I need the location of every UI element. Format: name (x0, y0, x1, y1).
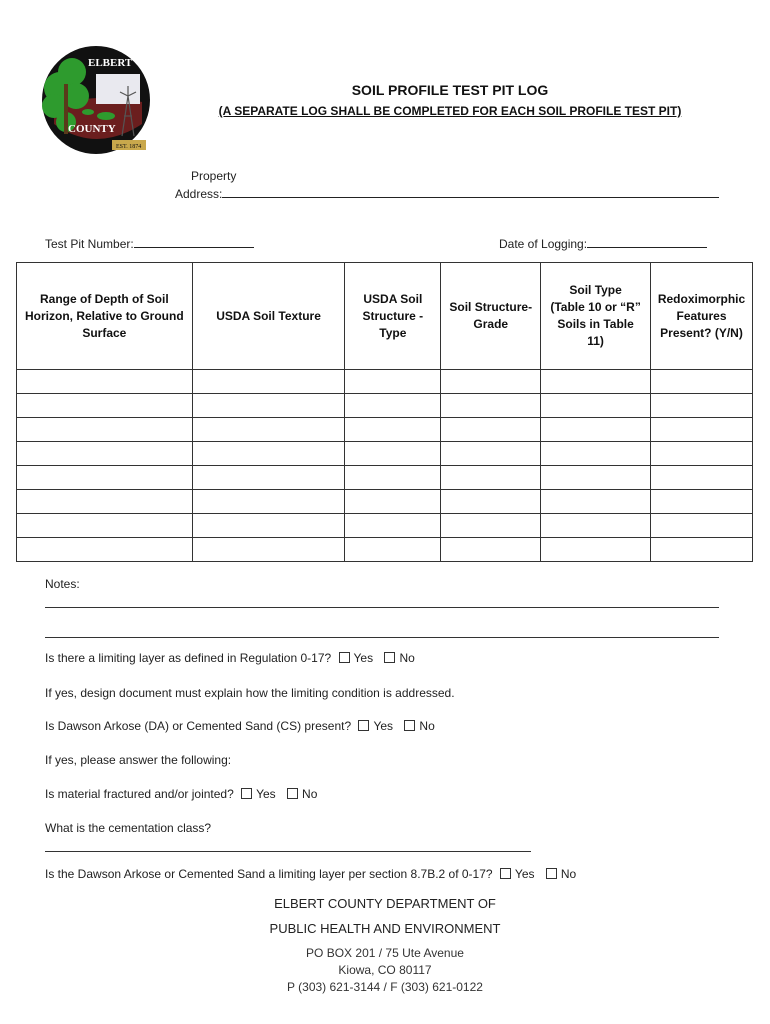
table-cell[interactable] (17, 370, 193, 394)
question-fractured (45, 787, 317, 801)
cementation-class-field[interactable] (45, 841, 531, 852)
table-cell[interactable] (192, 466, 345, 490)
q5-yes-checkbox[interactable] (500, 868, 511, 879)
table-row (17, 514, 753, 538)
footer-dept-line2: PUBLIC HEALTH AND ENVIRONMENT (269, 921, 501, 936)
q1-yes-checkbox[interactable] (339, 652, 350, 663)
table-cell[interactable] (192, 442, 345, 466)
table-cell[interactable] (345, 418, 441, 442)
column-header-line: USDA Soil Texture (216, 308, 321, 323)
q2-no-label: No (419, 719, 435, 733)
test-pit-row (45, 236, 254, 251)
elbert-county-logo (36, 44, 154, 156)
test-pit-number-field[interactable] (134, 236, 254, 248)
table-cell[interactable] (651, 490, 753, 514)
table-cell[interactable] (192, 370, 345, 394)
property-label-line1: Property (191, 169, 237, 183)
table-cell[interactable] (192, 514, 345, 538)
table-cell[interactable] (541, 442, 651, 466)
table-cell[interactable] (441, 538, 541, 562)
column-header-line: Grade (473, 317, 509, 331)
table-cell[interactable] (345, 490, 441, 514)
table-cell[interactable] (345, 466, 441, 490)
q3-no-checkbox[interactable] (287, 788, 298, 799)
q5-text: Is the Dawson Arkose or Cemented Sand a limiting layer per section 8.7B.2 of 0-17? (45, 867, 493, 881)
column-header-line: Horizon, Relative to Ground (25, 308, 184, 323)
table-cell[interactable] (651, 538, 753, 562)
table-cell[interactable] (192, 418, 345, 442)
table-row (17, 466, 753, 490)
logo-est-text: EST. 1874 (116, 144, 142, 150)
table-cell[interactable] (541, 394, 651, 418)
column-header-line: Structure - (362, 308, 424, 323)
logo-elbert-text: ELBERT (88, 57, 133, 69)
q2-note: If yes, please answer the following: (45, 753, 232, 767)
question-limiting-layer-section (45, 867, 576, 881)
table-cell[interactable] (441, 490, 541, 514)
table-cell[interactable] (192, 394, 345, 418)
table-cell[interactable] (17, 514, 193, 538)
q3-text: Is material fractured and/or jointed? (45, 787, 234, 801)
table-row (17, 394, 753, 418)
column-header-5 (541, 263, 651, 370)
table-cell[interactable] (17, 442, 193, 466)
page-subtitle: (A SEPARATE LOG SHALL BE COMPLETED FOR EACH SOIL PROFILE TEST PIT) (218, 104, 682, 118)
column-header-1 (17, 263, 193, 370)
table-cell[interactable] (441, 442, 541, 466)
table-cell[interactable] (441, 418, 541, 442)
q1-yes-label: Yes (353, 651, 374, 665)
table-body (17, 370, 753, 562)
table-cell[interactable] (17, 538, 193, 562)
property-label-line2: Address: (175, 187, 223, 201)
q3-no-label: No (302, 787, 318, 801)
q1-no-label: No (399, 651, 415, 665)
column-header-line: Features (676, 308, 727, 323)
date-of-logging-field[interactable] (587, 236, 707, 248)
table-cell[interactable] (17, 466, 193, 490)
table-row (17, 418, 753, 442)
table-cell[interactable] (651, 442, 753, 466)
table-cell[interactable] (541, 466, 651, 490)
notes-line-2[interactable] (45, 627, 719, 638)
q1-text: Is there a limiting layer as defined in Regulation 0-17? (45, 651, 332, 665)
test-pit-label: Test Pit Number: (45, 237, 134, 251)
q5-yes-label: Yes (514, 867, 535, 881)
soil-log-table (16, 262, 753, 562)
footer-city: Kiowa, CO 80117 (338, 963, 432, 977)
table-cell[interactable] (441, 514, 541, 538)
table-row (17, 370, 753, 394)
column-header-2 (192, 263, 345, 370)
q2-text: Is Dawson Arkose (DA) or Cemented Sand (CS) present? (45, 719, 352, 733)
table-cell[interactable] (345, 538, 441, 562)
table-cell[interactable] (345, 514, 441, 538)
table-cell[interactable] (192, 490, 345, 514)
notes-label: Notes: (45, 577, 80, 591)
column-header-line: Redoximorphic (657, 291, 746, 306)
table-cell[interactable] (541, 418, 651, 442)
table-cell[interactable] (541, 538, 651, 562)
question-limiting-layer (45, 651, 415, 665)
column-header-6 (651, 263, 753, 370)
q2-yes-label: Yes (373, 719, 394, 733)
table-cell[interactable] (17, 394, 193, 418)
column-header-4 (441, 263, 541, 370)
table-cell[interactable] (441, 394, 541, 418)
q1-note: If yes, design document must explain how the limiting condition is addressed. (45, 686, 455, 700)
table-header-row (17, 263, 753, 370)
date-label: Date of Logging: (499, 237, 588, 251)
table-cell[interactable] (441, 370, 541, 394)
column-header-3 (345, 263, 441, 370)
table-cell[interactable] (541, 490, 651, 514)
date-row (499, 236, 707, 251)
notes-line-1[interactable] (45, 597, 719, 608)
column-header-line: 11) (587, 334, 604, 348)
footer-dept-line1: ELBERT COUNTY DEPARTMENT OF (274, 896, 496, 911)
table-cell[interactable] (345, 442, 441, 466)
table-cell[interactable] (441, 466, 541, 490)
column-header-line: Range of Depth of Soil (40, 291, 169, 306)
column-header-line: USDA Soil (363, 291, 423, 306)
q2-no-checkbox[interactable] (404, 720, 415, 731)
question-cementation-class: What is the cementation class? (45, 821, 212, 835)
footer-phone: P (303) 621-3144 / F (303) 621-0122 (287, 980, 483, 994)
table-cell[interactable] (541, 514, 651, 538)
table-row (17, 490, 753, 514)
table-cell[interactable] (651, 418, 753, 442)
property-address-field[interactable] (222, 186, 719, 198)
table-row (17, 538, 753, 562)
q1-no-checkbox[interactable] (384, 652, 395, 663)
column-header-line: Type (379, 325, 407, 340)
table-cell[interactable] (192, 538, 345, 562)
table-cell[interactable] (345, 394, 441, 418)
q2-yes-checkbox[interactable] (358, 720, 369, 731)
q3-yes-checkbox[interactable] (241, 788, 252, 799)
q3-yes-label: Yes (256, 787, 276, 801)
property-address-row (175, 186, 719, 201)
column-header-line: Soil Structure- (449, 300, 533, 314)
column-header-line: (Table 10 or “R” (550, 300, 641, 314)
table-cell[interactable] (541, 370, 651, 394)
table-cell[interactable] (651, 514, 753, 538)
q5-no-label: No (560, 867, 577, 881)
page-title: SOIL PROFILE TEST PIT LOG (351, 82, 549, 98)
column-header-line: Soils in Table (557, 317, 634, 331)
table-cell[interactable] (651, 466, 753, 490)
question-dawson-arkose (45, 719, 435, 733)
q5-no-checkbox[interactable] (546, 868, 557, 879)
footer-po-box: PO BOX 201 / 75 Ute Avenue (306, 946, 464, 960)
column-header-line: Soil Type (569, 283, 622, 297)
table-cell[interactable] (17, 418, 193, 442)
column-header-line: Surface (82, 325, 127, 340)
column-header-line: Present? (Y/N) (660, 325, 743, 340)
table-cell[interactable] (345, 370, 441, 394)
table-cell[interactable] (651, 370, 753, 394)
table-cell[interactable] (651, 394, 753, 418)
table-row (17, 442, 753, 466)
table-cell[interactable] (17, 490, 193, 514)
logo-county-text: COUNTY (68, 123, 116, 135)
